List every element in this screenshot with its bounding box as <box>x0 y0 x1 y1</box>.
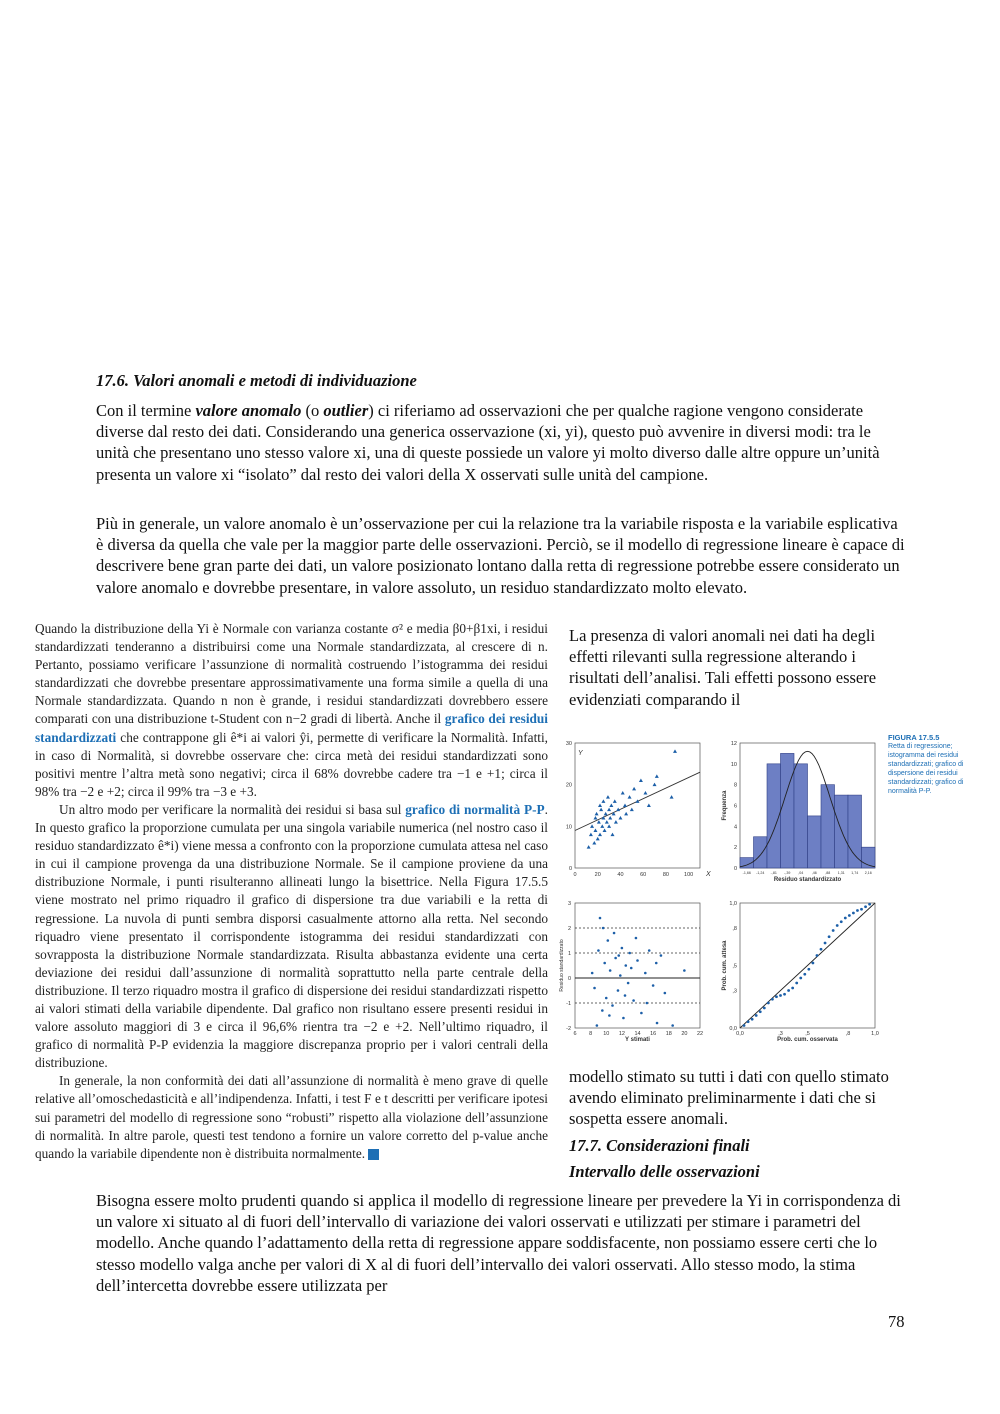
histogram-bar <box>808 816 822 868</box>
x-tick-label: 10 <box>603 1031 610 1037</box>
x-axis-label: X <box>706 871 711 878</box>
x-tick-label: 80 <box>662 872 669 878</box>
data-point <box>791 987 794 990</box>
y-tick-label: 0,0 <box>729 1026 737 1032</box>
paragraph-text: ) ci riferiamo ad osservazioni che per qualche ragione vengono considerate diverse dal resto dei dati. Considerando una generica osservazione (xi, yi), questo può avvenire in diversi modi: tra le unità che presentano uno stesso valore xi, una di queste possiede un valore yi molto diverso dalle altre oppure un’unità presenta un valore xi “isolato” dal resto dei valori della X osservati sulle unità del campione. <box>96 401 880 484</box>
y-tick-label: 0 <box>567 976 571 982</box>
paragraph-outlier-definition <box>96 400 906 485</box>
data-point <box>619 974 622 977</box>
histogram-bar <box>767 764 781 868</box>
right-paragraph-top: La presenza di valori anomali nei dati ha degli effetti rilevanti sulla regressione alterando i risultati dell’analisi. Tali effetti possono essere evidenziati comparando il <box>569 626 877 709</box>
data-point <box>591 972 594 975</box>
section-heading-17-6: 17.6. Valori anomali e metodi di individuazione <box>96 371 417 390</box>
data-point <box>608 1014 611 1017</box>
y-tick-label: 1 <box>567 951 571 957</box>
data-point <box>596 1024 599 1027</box>
y-tick-label: 0 <box>568 866 572 872</box>
data-point <box>602 927 605 930</box>
data-point <box>627 982 630 985</box>
data-point <box>635 937 638 940</box>
x-tick-label: ,5 <box>805 1031 810 1037</box>
book-paragraph-1 <box>35 620 548 801</box>
data-point <box>613 932 616 935</box>
data-point <box>775 995 778 998</box>
x-tick-label: 1,0 <box>871 1031 879 1037</box>
x-tick-label: 22 <box>696 1031 704 1037</box>
y-tick-label: 20 <box>565 782 572 789</box>
x-tick-label: 20 <box>681 1031 688 1037</box>
subheading-intervallo: Intervallo delle osservazioni <box>569 1162 760 1181</box>
data-point <box>860 908 863 911</box>
data-point <box>807 968 810 971</box>
data-point <box>864 905 867 908</box>
data-point <box>601 1009 604 1012</box>
page-number: 78 <box>888 1312 905 1331</box>
book-paragraph-2 <box>35 801 548 1072</box>
data-point <box>779 994 782 997</box>
y-tick-label: 3 <box>567 901 571 907</box>
x-tick-label: 20 <box>594 872 601 878</box>
data-point <box>836 924 839 927</box>
data-point <box>655 962 658 965</box>
data-point <box>848 914 851 917</box>
data-point <box>607 939 610 942</box>
book-excerpt <box>35 620 548 1163</box>
x-tick-label: 60 <box>640 872 647 878</box>
data-point <box>840 920 843 923</box>
book-text: che contrappone gli ê*i ai valori ŷi, permette di verificare la Normalità. Infatti, in caso di Normalità, si dovrebbe osservare che: circa metà dei residui standardizzati sono positivi mentre l’altra metà sono negativi; circa il 68% dovrebbe cadere tra −1 e +1; circa il 98% tra −2 e +2; circa il 99% tra −3 e +3. <box>35 729 548 799</box>
book-text: . In questo grafico la proporzione cumulata per una singola variabile numerica (nel nostro caso il residuo standardizzato ê*i) viene messa a confronto con la proporzione cumulata attesa nel caso in cui il campione provenga da una distribuzione Normale. Se il campione proviene da una distribuzione Normale, i punti risulteranno allineati lungo la bisettrice. Nella Figura 17.5.5 viene mostrato nel primo riquadro il grafico di dispersione tra due variabili e la retta di regressione. La nuvola di punti sembra disporsi casualmente attorno alla retta. Nel secondo riquadro viene presentato il corrispondente istogramma dei residui standardizzati con sovrapposta la distribuzione Normale standardizzata. Risulta abbastanza evidente una certa deviazione dei residui dall’assunzione di normalità soprattutto nella parte centrale della distribuzione. Il terzo riquadro mostra il grafico di dispersione dei residui standardizzati rispetto ai valori stimati della variabile dipendente. Dal grafico non risultano essere presenti residui in valore assoluto maggiori di 3 e circa il 96,6% rientra tra −2 e +2. Nell’ultimo riquadro, il grafico di normalità P-P evidenzia la maggiore discrepanza proprio per i valori centrali della distribuzione. <box>35 801 548 1071</box>
data-point <box>783 993 786 996</box>
data-point <box>648 949 651 952</box>
data-point <box>755 1014 758 1017</box>
book-text: Un altro modo per verificare la normalità dei residui si basa sul <box>59 801 406 817</box>
data-point <box>812 962 815 965</box>
data-point <box>614 957 617 960</box>
x-tick-label: 2,16 <box>864 871 872 875</box>
x-tick-label: ,88 <box>825 871 831 875</box>
section-heading-17-7: 17.7. Considerazioni finali <box>569 1136 750 1155</box>
figure-17-5-5 <box>555 728 885 1063</box>
data-point <box>628 952 631 955</box>
term-outlier: outlier <box>323 401 369 420</box>
data-point <box>652 984 655 987</box>
data-point <box>844 917 847 920</box>
panel-frame <box>575 743 700 868</box>
paragraph-outlier-general: Più in generale, un valore anomalo è un’osservazione per cui la relazione tra la variabile risposta e la variabile esplicativa è diversa da quella che vale per la maggior parte delle osservazioni. Perciò, se il modello di regressione lineare è capace di descrivere bene gran parte dei dati, un valore posizionato lontano dalla retta di regressione potrebbe essere considerato un valore anomalo e dovrebbe presentare, in valore assoluto, un residuo standardizzato molto elevato. <box>96 514 905 597</box>
x-tick-label: 0 <box>573 872 577 878</box>
x-tick-label: -,81 <box>770 871 777 875</box>
x-axis-label: Residuo standardizzato <box>773 877 842 883</box>
figure-title: FIGURA 17.5.5 <box>888 733 940 742</box>
x-tick-label: -1,24 <box>756 871 765 875</box>
x-tick-label: 12 <box>618 1031 625 1037</box>
data-point <box>632 999 635 1002</box>
x-tick-label: -,39 <box>784 871 791 875</box>
y-axis-label: Frequenza <box>722 790 728 821</box>
y-axis-label: Prob. cum. attesa <box>722 940 728 991</box>
term-valore-anomalo: valore anomalo <box>195 401 302 420</box>
x-tick-label: 1,31 <box>837 871 845 875</box>
data-point <box>603 962 606 965</box>
book-text: In generale, la non conformità dei dati all’assunzione di normalità è meno grave di quelle relative all’omoschedasticità e all’indipendenza. Infatti, i test F e t descritti per verificare ipotesi sui parametri del modello di regressione sono “robusti” rispetto alla violazione dell’assunzione di normalità. In altre parole, questi test tendono a fornire un valore corretto del p-value anche quando la variabile dipendente non è distribuita normalmente. <box>35 1073 548 1161</box>
data-point <box>751 1018 754 1021</box>
figure-caption <box>888 733 988 796</box>
data-point <box>640 1012 643 1015</box>
data-point <box>856 909 859 912</box>
data-point <box>624 964 627 967</box>
x-tick-label: ,46 <box>811 871 817 875</box>
data-point <box>624 994 627 997</box>
data-point <box>664 992 667 995</box>
x-axis-label: Y stimati <box>625 1037 650 1043</box>
data-point <box>636 959 639 962</box>
figure-caption-text: Retta di regressione; istogramma dei residui standardizzati; grafico di dispersione dei residui standardizzati; grafico di normalità P-P. <box>888 743 964 795</box>
data-point <box>820 948 823 951</box>
data-point <box>816 954 819 957</box>
data-point <box>630 967 633 970</box>
x-tick-label: ,3 <box>778 1031 783 1037</box>
term-grafico-residui: grafico dei residui standardizzati <box>35 711 548 745</box>
book-paragraph-3 <box>35 1072 548 1162</box>
histogram-bar <box>781 753 795 868</box>
n-badge-icon: N <box>368 1149 379 1160</box>
x-tick-label: 6 <box>573 1031 577 1037</box>
y-tick-label: 8 <box>733 782 737 789</box>
data-point <box>868 903 871 906</box>
paragraph-text: (o <box>301 401 324 420</box>
book-text: Quando la distribuzione della Yi è Normale con varianza costante σ² e media β0+β1xi, i residui standardizzati tenderanno a distribuirsi come una Normale standardizzata, al crescere di n. Pertanto, possiamo verificare l’assunzione di normalità costruendo l’istogramma dei residui standardizzati che dovrebbe presentare approssimativamente una forma simile a quella di una Normale standardizzata. Quando n non è grande, i residui standardizzati dovrebbero essere comparati con una distribuzione t-Student con n−2 gradi di libertà. Anche il <box>35 621 548 727</box>
histogram-bar <box>848 795 862 868</box>
y-tick-label: ,8 <box>732 926 737 932</box>
data-point <box>617 989 620 992</box>
x-axis-label: Prob. cum. osservata <box>777 1037 838 1043</box>
paragraph-text: Con il termine <box>96 401 196 420</box>
y-tick-label: 1,0 <box>729 901 737 907</box>
y-tick-label: 2 <box>567 926 571 932</box>
data-point <box>621 947 624 950</box>
y-axis-label: Residuo standardizzato <box>559 939 565 992</box>
x-tick-label: 40 <box>617 872 624 878</box>
data-point <box>611 1004 614 1007</box>
data-point <box>683 969 686 972</box>
data-point <box>852 912 855 915</box>
x-tick-label: 8 <box>589 1031 593 1037</box>
data-point <box>593 987 596 990</box>
y-tick-label: -1 <box>566 1001 571 1007</box>
data-point <box>660 954 663 957</box>
right-paragraph-bottom: modello stimato su tutti i dati con quello stimato avendo eliminato preliminarmente i dati che si sospetta essere anomali. <box>569 1067 889 1129</box>
data-point <box>747 1020 750 1023</box>
x-tick-label: ,8 <box>845 1031 851 1037</box>
y-tick-label: -2 <box>566 1026 571 1032</box>
data-point <box>671 1024 674 1027</box>
x-tick-label: -1,66 <box>742 871 751 875</box>
x-tick-label: 1,74 <box>851 871 859 875</box>
data-point <box>622 1017 625 1020</box>
y-tick-label: ,5 <box>732 963 737 970</box>
data-point <box>605 997 608 1000</box>
data-point <box>763 1007 766 1010</box>
histogram-bar <box>754 837 768 868</box>
y-tick-label: 4 <box>733 824 737 831</box>
data-point <box>824 942 827 945</box>
data-point <box>656 1022 659 1025</box>
x-tick-label: ,04 <box>798 871 804 875</box>
histogram-bar <box>794 764 808 868</box>
y-tick-label: 6 <box>733 803 737 810</box>
x-tick-label: 14 <box>634 1031 641 1037</box>
data-point <box>644 972 647 975</box>
histogram-bar <box>835 795 849 868</box>
y-tick-label: 0 <box>733 866 737 872</box>
y-tick-label: 10 <box>730 761 737 768</box>
y-tick-label: ,3 <box>732 988 737 995</box>
data-point <box>599 917 602 920</box>
data-point <box>743 1024 746 1027</box>
x-tick-label: 18 <box>665 1031 672 1037</box>
term-grafico-pp: grafico di normalità P-P <box>405 801 545 817</box>
y-tick-label: 10 <box>565 824 572 831</box>
data-point <box>832 929 835 932</box>
data-point <box>787 989 790 992</box>
histogram-bar <box>821 785 835 868</box>
data-point <box>617 954 620 957</box>
data-point <box>597 949 600 952</box>
data-point <box>609 969 612 972</box>
y-tick-label: 12 <box>730 741 737 747</box>
data-point <box>646 1002 649 1005</box>
x-tick-label: 16 <box>650 1031 657 1037</box>
data-point <box>828 935 831 938</box>
data-point <box>767 1002 770 1005</box>
data-point <box>799 977 802 980</box>
x-tick-label: 100 <box>684 872 694 878</box>
data-point <box>771 998 774 1001</box>
x-tick-label: 0,0 <box>736 1031 744 1037</box>
y-axis-label: Y <box>578 750 583 757</box>
paragraph-interval: Bisogna essere molto prudenti quando si applica il modello di regressione lineare per prevedere la Yi in corrispondenza di un valore xi situato al di fuori dell’intervallo di variazione dei valori osservati e utilizzati per stimare i parametri del modello. Anche quando l’adattamento della retta di regressione appare soddisfacente, non possiamo essere certi che lo stesso modello valga anche per valori di X al di fuori dell’intervallo dei valori osservati. Allo stesso modo, la stima dell’intercetta dovrebbe essere utilizzata per <box>96 1191 901 1295</box>
panel-frame <box>575 903 700 1028</box>
data-point <box>795 982 798 985</box>
y-tick-label: 2 <box>733 845 737 852</box>
data-point <box>803 973 806 976</box>
y-tick-label: 30 <box>565 741 572 747</box>
data-point <box>759 1010 762 1013</box>
